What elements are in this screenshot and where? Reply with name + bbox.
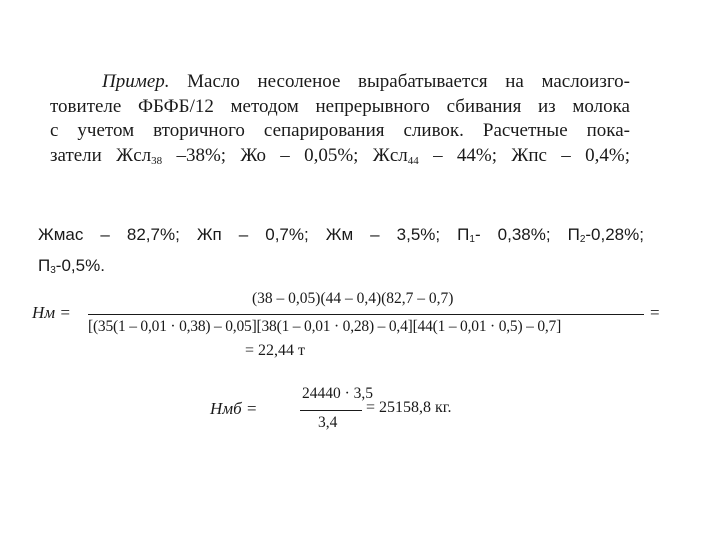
example-paragraph	[50, 70, 630, 173]
example-lead: Пример.	[102, 71, 170, 92]
params-l1-a: Жмас – 82,7%; Жп – 0,7%; Жм – 3,5%; П	[38, 225, 470, 244]
line4-sub-2: 44	[407, 154, 419, 167]
parameter-list	[38, 222, 644, 284]
paragraph-line-1-text: Масло несоленое вырабатывается на маслоизго-	[187, 71, 631, 92]
formula-nm-trailing-equals: =	[650, 303, 660, 322]
params-sub-3: 3	[50, 265, 56, 276]
params-line-1	[38, 222, 644, 253]
params-line-2	[38, 253, 644, 284]
formula-nm-result: = 22,44 т	[245, 342, 306, 359]
formula-nm-fraction-bar	[88, 314, 644, 315]
paragraph-line-4	[50, 144, 630, 174]
params-l1-c: -0,28%;	[585, 225, 644, 244]
formula-nmb-fraction-bar	[300, 410, 362, 411]
formula-nm-numerator: (38 – 0,05)(44 – 0,4)(82,7 – 0,7)	[252, 290, 454, 307]
formula-nm	[30, 288, 670, 358]
params-l2-a: П	[38, 256, 51, 275]
line4-sub-1: 38	[151, 154, 163, 167]
paragraph-line-1	[50, 70, 630, 95]
params-l1-b: - 0,38%; П	[474, 225, 580, 244]
formula-nmb-numerator: 24440 · 3,5	[302, 385, 374, 402]
formula-nmb	[210, 385, 510, 445]
formula-nm-lhs: Нм =	[32, 303, 71, 322]
line4-part-a: затели Жсл	[50, 144, 152, 166]
params-sub-1: 1	[469, 234, 475, 245]
params-sub-2: 2	[579, 234, 586, 245]
line4-part-c: – 44%; Жпс – 0,4%;	[418, 144, 630, 166]
paragraph-line-2: товителе ФБФБ/12 методом непрерывного сбивания из молока	[50, 95, 630, 117]
paragraph-line-3: с учетом вторичного сепарирования сливок. Расчетные пока-	[50, 120, 630, 141]
line4-part-b: –38%; Жо – 0,05%; Жсл	[162, 144, 408, 166]
formula-nmb-denominator: 3,4	[318, 414, 338, 431]
params-l2-b: -0,5%.	[55, 256, 105, 275]
formula-nmb-result: = 25158,8 кг.	[366, 399, 452, 416]
formula-nm-denominator: [(35(1 – 0,01 · 0,38) – 0,05][38(1 – 0,01 · 0,28) – 0,4][44(1 – 0,01 · 0,5) – 0,7]	[88, 318, 562, 335]
formula-nmb-lhs: Нмб =	[210, 399, 258, 418]
